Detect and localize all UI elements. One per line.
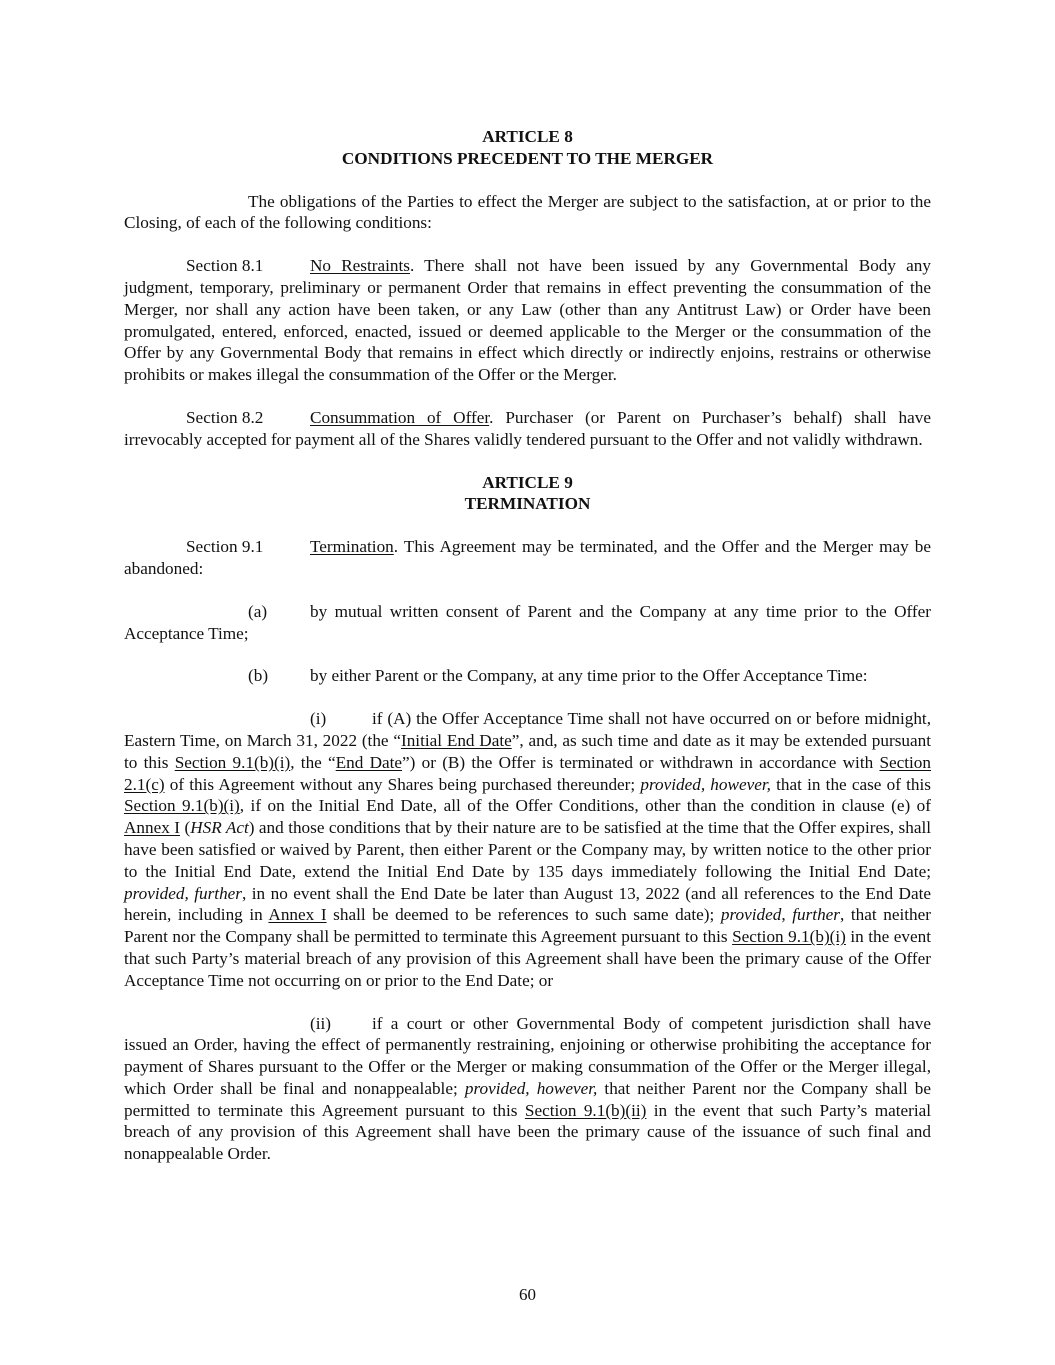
clause-label: (i) xyxy=(310,709,327,729)
cross-reference: Section 9.1(b)(i) xyxy=(124,796,240,816)
cross-reference: Section 9.1(b)(i) xyxy=(174,752,291,772)
article-number: ARTICLE 9 xyxy=(482,472,573,492)
section-text: . This Agreement may be terminated, and the Offer and the Merger may be abandoned: xyxy=(124,537,931,578)
clause-a xyxy=(124,601,931,645)
section-heading: Consummation of Offer xyxy=(310,407,490,427)
clause-text: by mutual written consent of Parent and the Company at any time prior to the Offer Acceptance Time; xyxy=(124,601,931,643)
section-heading: No Restraints xyxy=(310,256,410,276)
clause-text: by either Parent or the Company, at any time prior to the Offer Acceptance Time: xyxy=(310,666,868,686)
clause-label: (ii) xyxy=(310,1013,331,1033)
proviso: provided, further xyxy=(124,883,242,903)
proviso: further xyxy=(792,905,840,925)
clause-label: (a) xyxy=(248,601,268,621)
cross-reference: Section 9.1(b)(i) xyxy=(732,927,846,947)
italic-term: HSR Act xyxy=(190,818,249,838)
article-number: ARTICLE 8 xyxy=(482,127,573,146)
defined-term-initial-end-date: Initial End Date xyxy=(400,730,512,750)
section-text: . There shall not have been issued by any Governmental Body any judgment, temporary, preliminary or permanent Order that remains in effect preventing the consummation of the Merger, nor shall any action have been taken, or any Law (other than any Antitrust Law) or Order have been promulgated, entered, enforced, enacted, issued or deemed applicable to the Merger or the consummation of the Offer by any Governmental Body that remains in effect which directly or indirectly enjoins, restrains or otherwise prohibits or makes illegal the consummation of the Offer or the Merger. xyxy=(124,256,931,385)
proviso: provided, however, xyxy=(464,1078,598,1098)
article-title: CONDITIONS PRECEDENT TO THE MERGER xyxy=(341,148,714,168)
section-label: Section 8.1 xyxy=(186,256,264,276)
section-text: . Purchaser (or Parent on Purchaser’s behalf) shall have irrevocably accepted for payment all of the Shares validly tendered pursuant to the Offer and not validly withdrawn. xyxy=(124,407,931,449)
clause-b-i: (i) if (A) the Offer Acceptance Time shall not have occurred on or before midnight, Eastern Time, on March 31, 2022 (the “Initial End Date”, and, as such time and date as it may be extended pursuant to this Section 9.1(b)(i), the “End Date”) or (B) the Offer is terminated or withdrawn in accordance with Section 2.1(c) of this Agreement without any Shares being purchased thereunder; provided, however, that in the case of this Section 9.1(b)(i), if on the Initial End Date, all of the Offer Conditions, other than the condition in clause (e) of Annex I (HSR Act) and those conditions that by their nature are to be satisfied at the time that the Offer expires, shall have been satisfied or waived by Parent, then either Parent or the Company may, by written notice to the other prior to the Initial End Date, extend the Initial End Date by 135 days immediately following the Initial End Date; provided, further, in no event shall the End Date be later than August 13, 2022 (and all references to the End Date herein, including in Annex I shall be deemed to be references to such same date); provided, further, that neither Parent nor the Company shall be permitted to terminate this Agreement pursuant to this Section 9.1(b)(i) in the event that such Party’s material breach of any provision of this Agreement shall have been the primary cause of the Offer Acceptance Time not occurring on or prior to the End Date; or xyxy=(124,709,932,990)
clause-b xyxy=(124,665,931,687)
article-9-heading xyxy=(124,472,931,516)
section-9-1 xyxy=(124,536,931,580)
proviso: provided, however, xyxy=(640,774,771,794)
section-heading: Termination xyxy=(310,537,394,557)
clause-b-ii: (ii) if a court or other Governmental Body of competent jurisdiction shall have issued an Order, having the effect of permanently restraining, enjoining or otherwise prohibiting the acceptance for payment of Shares pursuant to the Offer or the Merger or making consummation of the Offer or the Merger illegal, which Order shall be final and nonappealable; provided, however, that neither Parent nor the Company shall be permitted to terminate this Agreement pursuant to this Section 9.1(b)(ii) in the event that such Party’s material breach of any provision of this Agreement shall have been the primary cause of the issuance of such final and nonappealable Order. xyxy=(124,1013,931,1164)
defined-term-end-date: End Date xyxy=(335,752,403,772)
section-label: Section 8.2 xyxy=(186,407,264,427)
intro-paragraph: The obligations of the Parties to effect the Merger are subject to the satisfaction, at or prior to the Closing, of each of the following conditions: xyxy=(124,191,931,233)
document-page xyxy=(124,126,931,1165)
cross-reference: Annex I xyxy=(268,905,327,925)
cross-reference: Section 2.1(c) xyxy=(124,752,931,794)
page-number: 60 xyxy=(519,1285,536,1304)
cross-reference: Annex I xyxy=(124,818,180,838)
proviso: provided xyxy=(720,905,782,925)
section-label: Section 9.1 xyxy=(186,537,264,557)
article-8-heading xyxy=(124,126,931,170)
cross-reference: Section 9.1(b)(ii) xyxy=(524,1100,647,1120)
section-8-2 xyxy=(124,407,931,451)
article-title: TERMINATION xyxy=(464,494,591,514)
clause-label: (b) xyxy=(248,666,269,686)
section-8-1 xyxy=(124,255,931,386)
